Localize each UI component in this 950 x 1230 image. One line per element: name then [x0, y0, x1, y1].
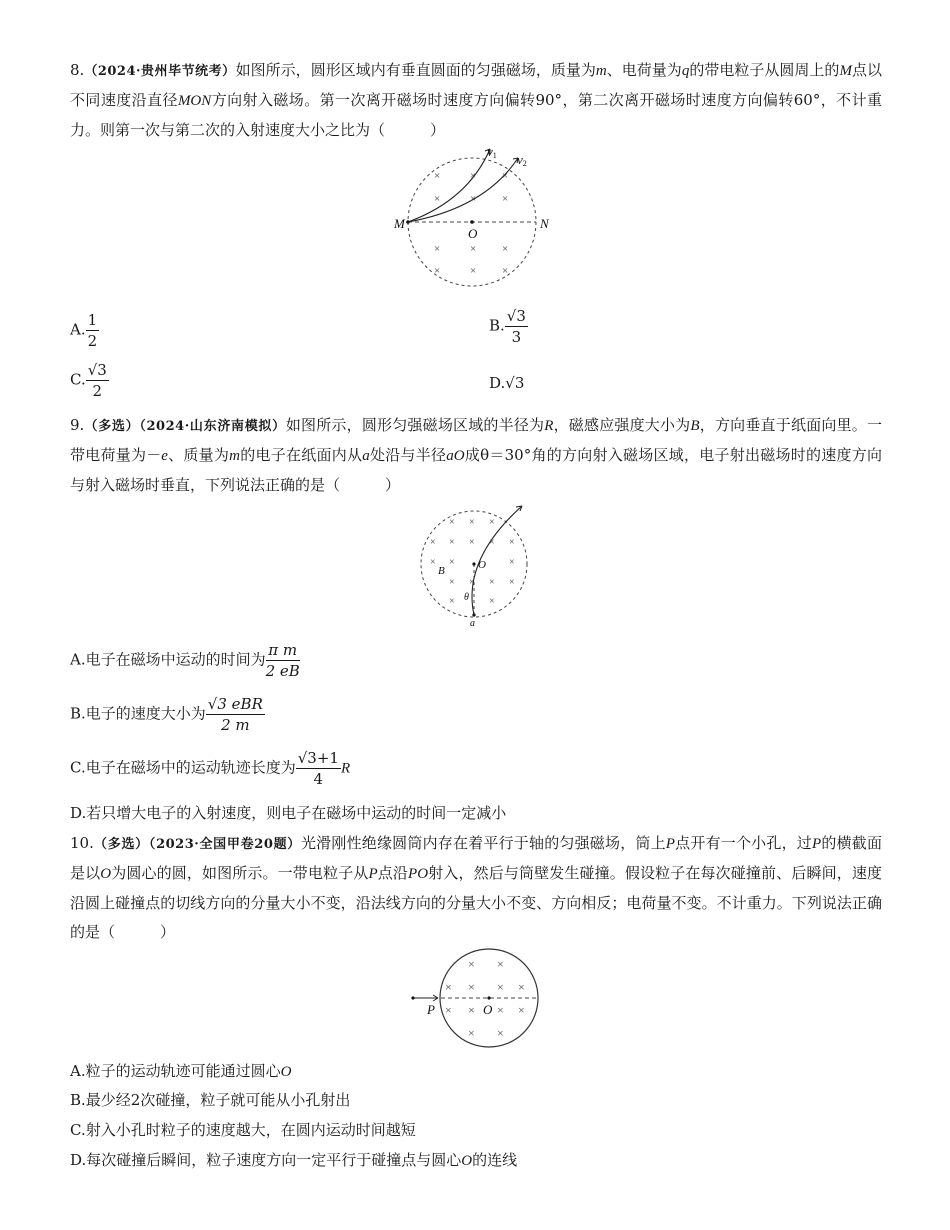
q10-stem: 10.（多选）（2023·全国甲卷20题）光滑刚性绝缘圆筒内存在着平行于轴的匀强磁场，筒上P点开有一个小孔，过P的横截面是以O为圆心的圆，如图所示。一带电粒子从P点沿PO射入，然后与筒壁发生碰撞。假设粒子在每次碰撞前、后瞬间，速度沿圆上碰撞点的切线方向的分量大小不变，沿法线方向的分量大小不变、方向相反；电荷量不变。不计重力。下列说法正确的是（ ）	[70, 834, 882, 941]
q10-cross: ×	[497, 980, 504, 994]
q8-cross: ×	[470, 243, 477, 255]
q9-cross: ×	[449, 577, 455, 588]
q9-option-C[interactable]: C.电子在磁场中的运动轨迹长度为 $\frac{√3+1}{4}$ R	[70, 749, 351, 788]
q8-label-v1: v1	[487, 144, 497, 160]
q10-number: 10.	[70, 834, 94, 852]
q9-option-D[interactable]: D.若只增大电子的入射速度，则电子在磁场中运动的时间一定减小	[70, 804, 507, 822]
q9-number: 9.	[70, 416, 85, 434]
q9-tag: （多选）	[84, 419, 140, 434]
q9-cross: ×	[449, 596, 455, 607]
q10-cross: ×	[468, 1026, 475, 1040]
q8-source: （2024·贵州毕节统考）	[84, 64, 236, 79]
q9-cross: ×	[489, 596, 495, 607]
q10-label-P: P	[427, 1002, 435, 1017]
q9-cross: ×	[509, 537, 515, 548]
q9-cross: ×	[469, 537, 475, 548]
q8-label-O: O	[468, 226, 478, 241]
q9-label-B: B	[438, 565, 445, 577]
q8-cross: ×	[434, 193, 441, 205]
q9-cross: ×	[469, 577, 475, 588]
q9-cross: ×	[449, 557, 455, 568]
q9-label-theta: θ	[464, 592, 469, 603]
q8-cross: ×	[470, 170, 477, 182]
q9-figure	[412, 500, 542, 628]
q10-cross: ×	[445, 980, 452, 994]
q8-cross: ×	[502, 193, 509, 205]
q9-cross: ×	[489, 537, 495, 548]
q8-stem: 8.（2024·贵州毕节统考）如图所示，圆形区域内有垂直圆面的匀强磁场，质量为m、电荷量为q的带电粒子从圆周上的M点以不同速度沿直径MON方向射入磁场。第一次离开磁场时速度方向偏转90°，第二次离开磁场时速度方向偏转60°，不计重力。则第一次与第二次的入射速度大小之比为（ ）	[70, 61, 882, 139]
q10-cross: ×	[468, 957, 475, 971]
q8-cross: ×	[434, 265, 441, 277]
q9-option-A[interactable]: A.电子在磁场中运动的时间为 $\frac{\text{π m}}{2 eB}$	[70, 641, 300, 680]
q9-cross: ×	[489, 517, 495, 528]
q9-cross: ×	[489, 577, 495, 588]
q9-center-dot	[472, 562, 475, 565]
q8-cross: ×	[470, 265, 477, 277]
q9-cross: ×	[509, 577, 515, 588]
q8-trajectory-2	[408, 158, 518, 222]
q9-label-a: a	[470, 618, 475, 628]
q8-figure	[390, 142, 560, 292]
q8-cross: ×	[502, 243, 509, 255]
q8-label-M: M	[394, 216, 405, 231]
q8-label-N: N	[540, 216, 549, 231]
q10-cross: ×	[497, 1026, 504, 1040]
q9-cross: ×	[469, 517, 475, 528]
q10-cross: ×	[468, 980, 475, 994]
q8-cross: ×	[434, 243, 441, 255]
q10-particle-dot	[411, 996, 414, 999]
q8-option-B[interactable]: B. $\frac{√3}{3}$	[489, 307, 526, 346]
q10-center-dot	[487, 996, 490, 999]
q8-cross: ×	[434, 170, 441, 182]
q10-cross: ×	[468, 1003, 475, 1017]
q8-option-C[interactable]: C. $\frac{√3}{2}$	[70, 361, 107, 400]
q8-option-D[interactable]: D.√3	[489, 374, 525, 392]
q9-cross: ×	[430, 557, 436, 568]
q10-option-C[interactable]: C.射入小孔时粒子的速度越大，在圆内运动时间越短	[70, 1121, 416, 1139]
q10-cross: ×	[518, 1003, 525, 1017]
q9-cross: ×	[449, 537, 455, 548]
q8-cross: ×	[502, 170, 509, 182]
q10-figure	[405, 944, 545, 1052]
q10-option-B[interactable]: B.最少经2次碰撞，粒子就可能从小孔射出	[70, 1091, 351, 1109]
q10-option-A[interactable]: A.粒子的运动轨迹可能通过圆心O	[70, 1062, 292, 1080]
q10-option-D[interactable]: D.每次碰撞后瞬间，粒子速度方向一定平行于碰撞点与圆心O的连线	[70, 1151, 518, 1169]
q8-label-v2: v2	[517, 152, 527, 168]
q10-cross: ×	[497, 1003, 504, 1017]
q9-option-B[interactable]: B.电子的速度大小为 $\frac{\text{√3 eBR}}{2 m}$	[70, 695, 263, 734]
q10-cross: ×	[445, 1003, 452, 1017]
q10-label-O: O	[483, 1002, 493, 1017]
q10-cross: ×	[497, 957, 504, 971]
q10-source: （2023·全国甲卷20题）	[148, 837, 301, 852]
q9-cross: ×	[449, 517, 455, 528]
q10-tag: （多选）	[93, 837, 149, 852]
q9-cross: ×	[509, 557, 515, 568]
q8-center-dot	[470, 220, 474, 224]
q9-label-O: O	[478, 559, 486, 571]
q10-cross: ×	[518, 980, 525, 994]
q9-stem: 9.（多选）（2024·山东济南模拟）如图所示，圆形匀强磁场区域的半径为R，磁感应强度大小为B，方向垂直于纸面向里。一带电荷量为－e、质量为m的电子在纸面内从a处沿与半径aO成θ＝30°角的方向射入磁场区域，电子射出磁场时的速度方向与射入磁场时垂直，下列说法正确的是（ ）	[70, 416, 882, 494]
q8-number: 8.	[70, 61, 85, 79]
q8-cross: ×	[470, 193, 477, 205]
q8-cross: ×	[502, 265, 509, 277]
q9-cross: ×	[430, 537, 436, 548]
q8-option-A[interactable]: A. $\frac{1}{2}$	[70, 311, 98, 350]
q9-source: （2024·山东济南模拟）	[139, 419, 286, 434]
